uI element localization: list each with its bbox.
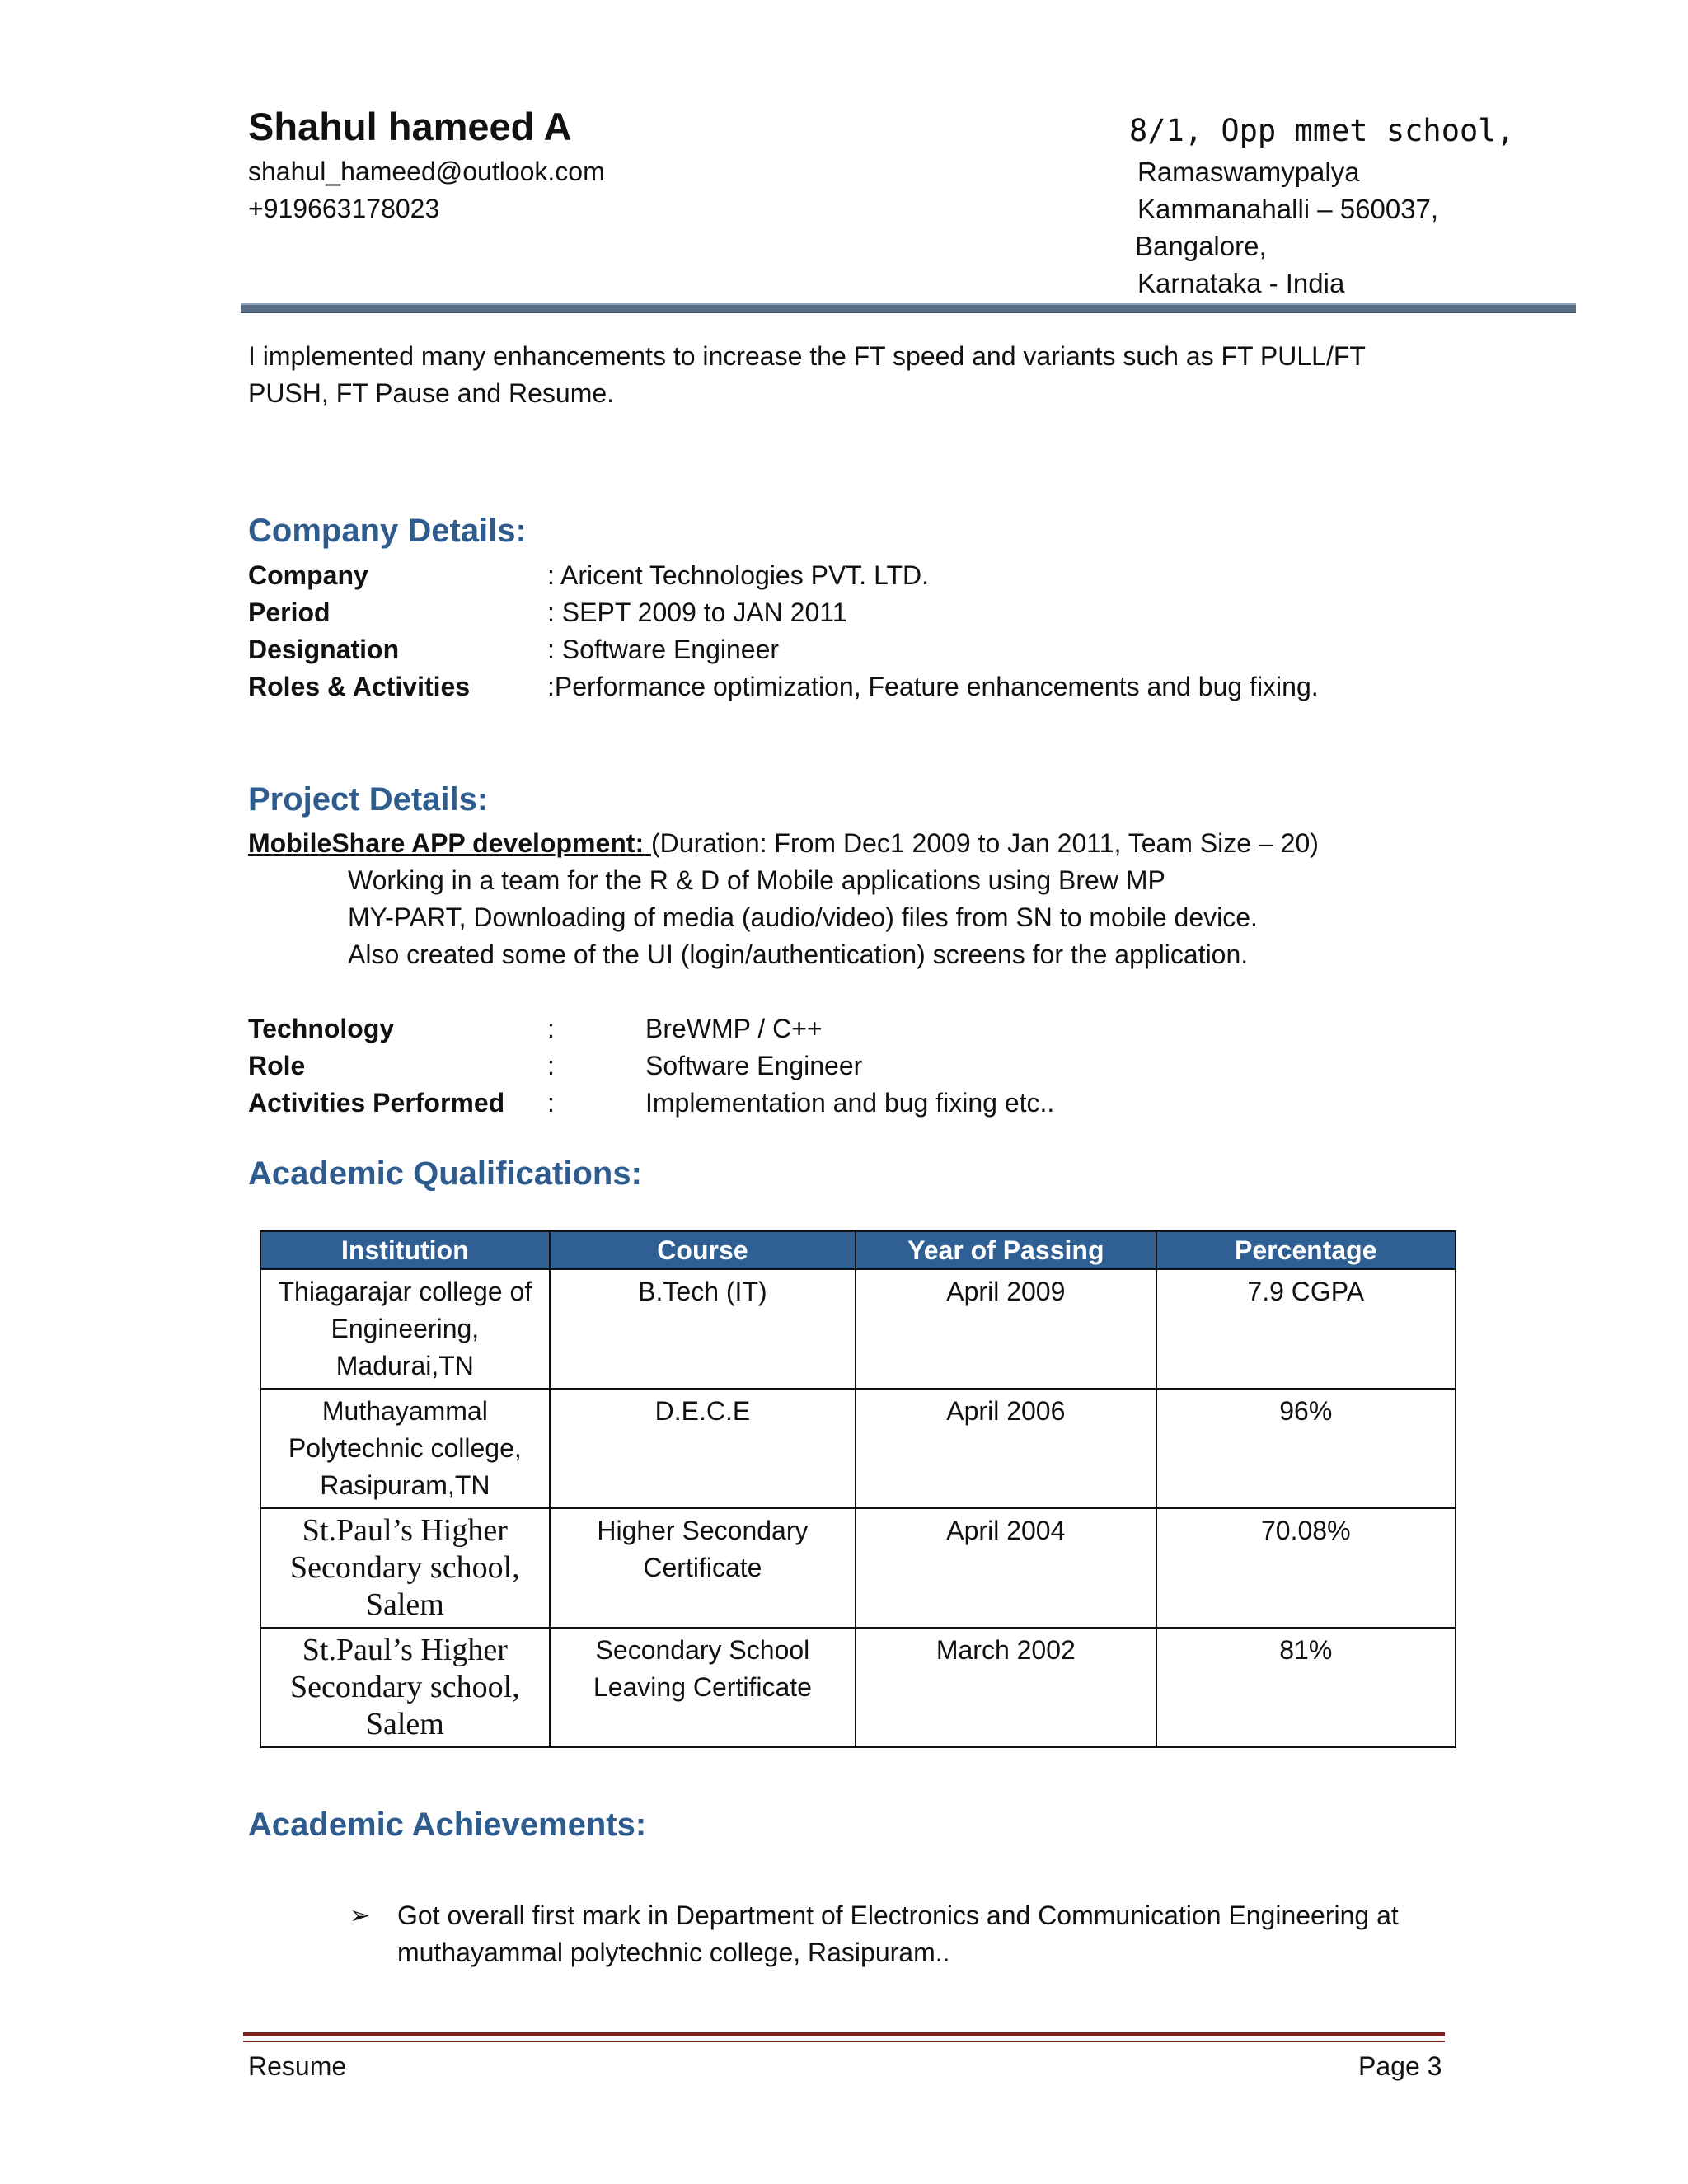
percentage-cell: 96% bbox=[1156, 1389, 1456, 1508]
percentage-cell: 7.9 CGPA bbox=[1156, 1269, 1456, 1389]
company-details-heading: Company Details: bbox=[248, 513, 527, 549]
roles-label: Roles & Activities bbox=[248, 672, 471, 701]
project-line-2: MY-PART, Downloading of media (audio/video) files from SN to mobile device. bbox=[348, 902, 1258, 932]
address-line-4: Bangalore, bbox=[1135, 231, 1267, 261]
intro-paragraph: I implemented many enhancements to increase the FT speed and variants such as FT PULL/FT PUSH, FT Pause and Resume. bbox=[248, 341, 1366, 408]
year-cell: March 2002 bbox=[856, 1628, 1156, 1747]
company-label: Company bbox=[248, 560, 368, 590]
activities-colon: : bbox=[547, 1088, 555, 1118]
project-heading-line bbox=[248, 828, 1319, 859]
technology-colon: : bbox=[547, 1014, 555, 1043]
candidate-name: Shahul hameed A bbox=[248, 105, 572, 148]
address-line-1: 8/1, Opp mmet school, bbox=[1129, 113, 1515, 148]
period-label: Period bbox=[248, 598, 331, 627]
phone: +919663178023 bbox=[248, 194, 440, 223]
academic-achievements-heading: Academic Achievements: bbox=[248, 1807, 647, 1843]
table-row bbox=[260, 1269, 1456, 1389]
percentage-cell: 81% bbox=[1156, 1628, 1456, 1747]
arrow-bullet-icon: ➢ bbox=[349, 1902, 371, 1929]
header-institution: Institution bbox=[260, 1231, 550, 1269]
year-cell: April 2004 bbox=[856, 1508, 1156, 1628]
period-value: : SEPT 2009 to JAN 2011 bbox=[547, 598, 847, 627]
footer-divider bbox=[243, 2032, 1445, 2042]
table-header-row bbox=[260, 1231, 1456, 1269]
footer-left-label: Resume bbox=[248, 2051, 347, 2081]
header-course: Course bbox=[550, 1231, 856, 1269]
company-value: : Aricent Technologies PVT. LTD. bbox=[547, 560, 930, 590]
role-label: Role bbox=[248, 1051, 306, 1080]
header-year: Year of Passing bbox=[856, 1231, 1156, 1269]
course-cell: D.E.C.E bbox=[550, 1389, 856, 1508]
role-colon: : bbox=[547, 1051, 555, 1080]
address-line-5: Karnataka - India bbox=[1137, 268, 1345, 298]
header-divider bbox=[241, 303, 1576, 313]
activities-label: Activities Performed bbox=[248, 1088, 505, 1118]
project-duration: (Duration: From Dec1 2009 to Jan 2011, Team Size – 20) bbox=[651, 828, 1319, 858]
project-name: MobileShare APP development: bbox=[248, 828, 651, 858]
role-value: Software Engineer bbox=[645, 1051, 863, 1080]
technology-label: Technology bbox=[248, 1014, 395, 1043]
project-line-1: Working in a team for the R & D of Mobile applications using Brew MP bbox=[348, 865, 1165, 895]
page-number: Page 3 bbox=[1358, 2051, 1442, 2081]
year-cell: April 2009 bbox=[856, 1269, 1156, 1389]
activities-value: Implementation and bug fixing etc.. bbox=[645, 1088, 1055, 1118]
technology-value: BreWMP / C++ bbox=[645, 1014, 823, 1043]
institution-cell: Thiagarajar college of Engineering, Madurai,TN bbox=[260, 1269, 550, 1389]
course-cell: B.Tech (IT) bbox=[550, 1269, 856, 1389]
academic-qualifications-heading: Academic Qualifications: bbox=[248, 1155, 642, 1192]
table-row bbox=[260, 1508, 1456, 1628]
institution-cell: St.Paul’s Higher Secondary school, Salem bbox=[260, 1628, 550, 1747]
table-row bbox=[260, 1628, 1456, 1747]
designation-label: Designation bbox=[248, 635, 400, 664]
course-cell: Secondary School Leaving Certificate bbox=[550, 1628, 856, 1747]
achievement-item: Got overall first mark in Department of Electronics and Communication Engineering at muthayammal polytechnic college, Rasipuram.. bbox=[397, 1900, 1399, 1967]
address-line-3: Kammanahalli – 560037, bbox=[1137, 194, 1439, 224]
project-line-3: Also created some of the UI (login/authentication) screens for the application. bbox=[348, 940, 1249, 969]
year-cell: April 2006 bbox=[856, 1389, 1156, 1508]
address-line-2: Ramaswamypalya bbox=[1137, 157, 1360, 187]
table-row bbox=[260, 1389, 1456, 1508]
project-details-heading: Project Details: bbox=[248, 781, 489, 818]
percentage-cell: 70.08% bbox=[1156, 1508, 1456, 1628]
qualifications-table bbox=[260, 1230, 1456, 1748]
email: shahul_hameed@outlook.com bbox=[248, 157, 605, 186]
course-cell: Higher Secondary Certificate bbox=[550, 1508, 856, 1628]
designation-value: : Software Engineer bbox=[547, 635, 780, 664]
header-percentage: Percentage bbox=[1156, 1231, 1456, 1269]
institution-cell: Muthayammal Polytechnic college, Rasipuram,TN bbox=[260, 1389, 550, 1508]
institution-cell: St.Paul’s Higher Secondary school, Salem bbox=[260, 1508, 550, 1628]
roles-value: :Performance optimization, Feature enhancements and bug fixing. bbox=[547, 672, 1319, 701]
